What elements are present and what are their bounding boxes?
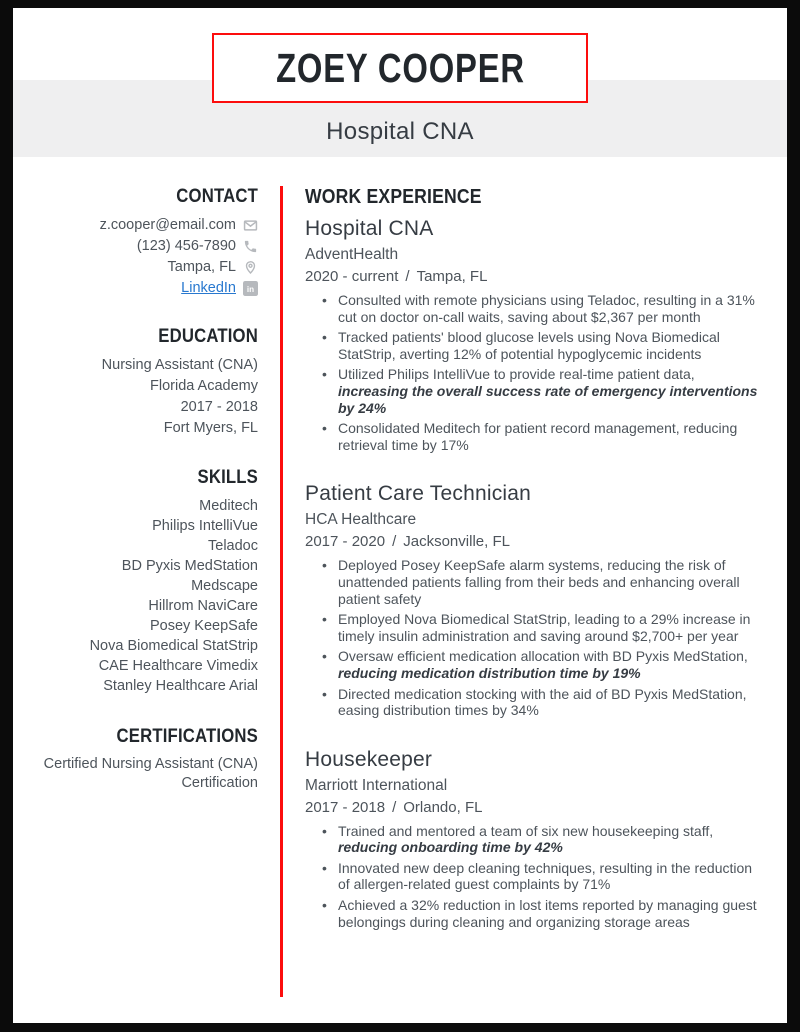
bullet-item — [319, 420, 762, 453]
bullet-text: Achieved a 32% reduction in lost items reported by managing guest belongings during cleaning and organizing storage areas — [338, 897, 757, 930]
bullet-text: Tracked patients' blood glucose levels using Nova Biomedical StatStrip, averting 12% of potential hypoglycemic incidents — [338, 329, 720, 362]
linkedin-icon — [243, 281, 258, 296]
certifications-section — [23, 726, 258, 793]
job-company: HCA Healthcare — [305, 511, 417, 529]
certifications-heading: CERTIFICATIONS — [116, 726, 258, 747]
certification-line: Certified Nursing Assistant (CNA) Certification — [43, 756, 258, 791]
bullet-text: Utilized Philips IntelliVue to provide real-time patient data, — [338, 366, 695, 383]
skills-list — [23, 496, 258, 696]
bullet-item — [319, 897, 762, 930]
job-separator: / — [392, 798, 397, 816]
bullet-emphasis: reducing onboarding time by 42% — [338, 839, 563, 856]
bullet-item — [319, 292, 762, 325]
job-bullets — [319, 292, 762, 453]
skill-item: Posey KeepSafe — [149, 618, 258, 634]
skills-heading: SKILLS — [197, 467, 258, 488]
person-name: ZOEY COOPER — [275, 44, 525, 91]
certifications-list — [23, 755, 258, 793]
page-subtitle: Hospital CNA — [326, 118, 474, 145]
content-columns — [13, 157, 787, 1023]
contact-item — [23, 257, 258, 278]
job-meta — [305, 798, 762, 817]
education-heading: EDUCATION — [158, 326, 258, 347]
contact-heading: CONTACT — [176, 186, 258, 207]
bullet-item — [319, 823, 762, 856]
skill-item: Philips IntelliVue — [152, 518, 258, 534]
linkedin-link[interactable]: LinkedIn — [181, 280, 236, 296]
email-icon — [243, 218, 258, 233]
phone-text: (123) 456-7890 — [136, 238, 236, 254]
bullet-item — [319, 611, 762, 644]
job-entry — [305, 747, 762, 931]
bullet-text: Directed medication stocking with the aid of BD Pyxis MedStation, easing distribution times by 34% — [338, 685, 747, 719]
job-title: Hospital CNA — [305, 217, 434, 240]
bullet-item — [319, 860, 762, 893]
location-icon — [243, 260, 258, 275]
bullet-emphasis: reducing medication distribution time by 19% — [338, 664, 641, 681]
contact-item — [23, 215, 258, 236]
bullet-text: Consulted with remote physicians using Teladoc, resulting in a 31% cut on doctor on-call waits, saving about $2,367 per month — [338, 292, 755, 325]
skill-item: Stanley Healthcare Arial — [103, 678, 258, 694]
education-line: Fort Myers, FL — [163, 420, 258, 436]
job-company: AdventHealth — [305, 246, 399, 263]
bullet-text: Trained and mentored a team of six new housekeeping staff, — [338, 822, 714, 839]
job-location: Jacksonville, FL — [403, 533, 510, 551]
resume-header — [13, 8, 787, 157]
job-title: Housekeeper — [305, 747, 433, 771]
bullet-text: Oversaw efficient medication allocation with BD Pyxis MedStation, — [338, 648, 748, 665]
skill-item: Hillrom NaviCare — [148, 598, 258, 614]
job-location: Orlando, FL — [403, 798, 483, 816]
skills-section — [23, 467, 258, 696]
bullet-item — [319, 648, 762, 681]
job-separator: / — [405, 268, 410, 285]
jobs-list — [305, 216, 762, 930]
bullet-item — [319, 557, 762, 607]
job-dates: 2017 - 2020 — [305, 533, 386, 551]
job-bullets — [319, 823, 762, 931]
skill-item: Teladoc — [208, 538, 258, 554]
skill-item: Meditech — [199, 498, 258, 514]
svg-text:in: in — [246, 284, 255, 294]
education-line: Florida Academy — [150, 378, 258, 394]
job-entry — [305, 216, 762, 453]
skill-item: BD Pyxis MedStation — [121, 558, 258, 574]
bullet-text: Employed Nova Biomedical StatStrip, leading to a 29% increase in timely insulin administration and saving around $2,700+ per year — [338, 611, 751, 644]
bullet-text: Deployed Posey KeepSafe alarm systems, reducing the risk of unattended patients falling from their beds and enhancing overall patient safety — [338, 557, 740, 607]
skill-item: Medscape — [191, 578, 258, 594]
phone-icon — [243, 239, 258, 254]
email-text: z.cooper@email.com — [99, 217, 236, 233]
job-dates: 2017 - 2018 — [305, 798, 386, 816]
bullet-emphasis: increasing the overall success rate of emergency interventions by 24% — [338, 382, 758, 416]
skill-item: CAE Healthcare Vimedix — [98, 658, 258, 674]
contact-item — [23, 278, 258, 299]
job-meta — [305, 532, 762, 551]
education-line: Nursing Assistant (CNA) — [101, 357, 258, 373]
job-bullets — [319, 557, 762, 718]
contact-section — [23, 186, 258, 299]
education-line: 2017 - 2018 — [180, 399, 258, 415]
job-company: Marriott International — [305, 776, 448, 794]
location-text: Tampa, FL — [167, 259, 236, 275]
bullet-item — [319, 366, 762, 416]
bullet-item — [319, 686, 762, 719]
main-column — [283, 157, 787, 1023]
job-title: Patient Care Technician — [305, 482, 532, 506]
contact-item — [23, 236, 258, 257]
bullet-text: Consolidated Meditech for patient record management, reducing retrieval time by 17% — [338, 420, 738, 453]
sidebar — [13, 157, 280, 1023]
education-list — [23, 355, 258, 439]
education-section — [23, 326, 258, 439]
job-separator: / — [392, 533, 397, 551]
bullet-text: Innovated new deep cleaning techniques, resulting in the reduction of allergen-related guest complaints by 71% — [338, 859, 753, 893]
job-location: Tampa, FL — [416, 268, 488, 285]
job-entry — [305, 481, 762, 718]
bullet-item — [319, 329, 762, 362]
skill-item: Nova Biomedical StatStrip — [89, 638, 258, 654]
name-box — [212, 33, 588, 103]
contact-list — [23, 215, 258, 299]
work-experience-heading: WORK EXPERIENCE — [305, 186, 482, 208]
job-meta — [305, 267, 762, 286]
job-dates: 2020 - current — [305, 268, 399, 285]
